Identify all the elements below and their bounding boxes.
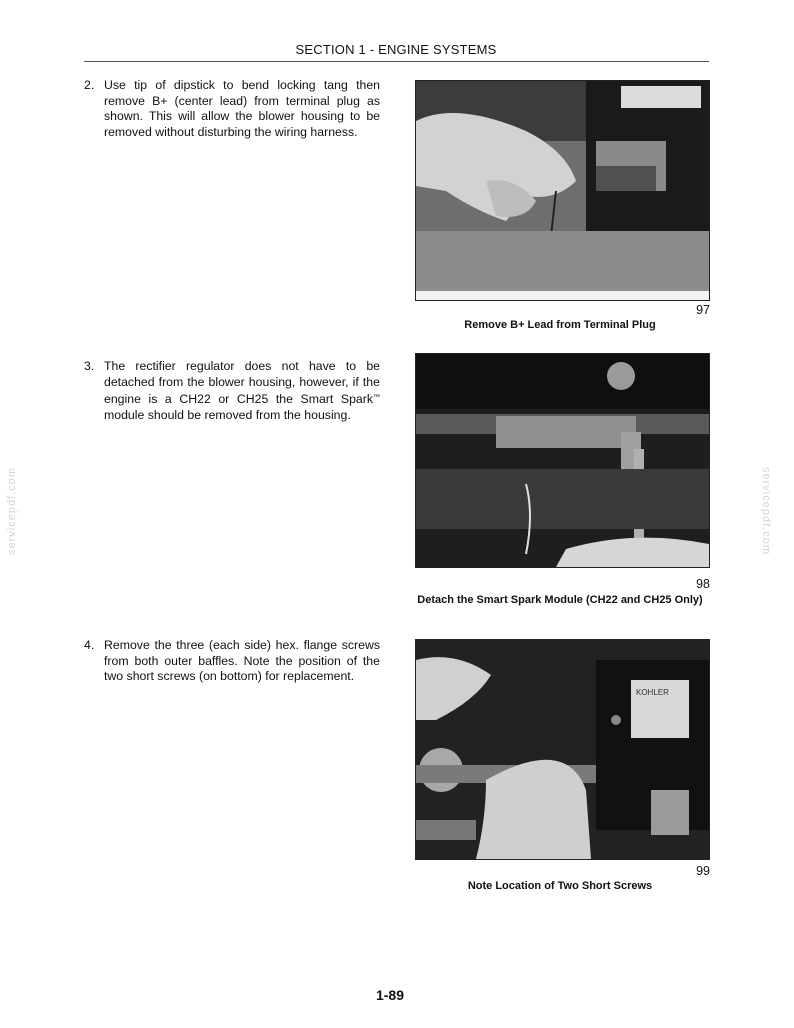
figure-98-photo	[415, 353, 710, 568]
figure-99-photo	[415, 639, 710, 860]
figure-98-caption: Detach the Smart Spark Module (CH22 and CH25 Only)	[417, 594, 703, 606]
figure-97-number: 97	[696, 303, 710, 317]
step-3	[84, 359, 380, 423]
figure-99-number: 99	[696, 864, 710, 878]
step-number: 3.	[84, 359, 95, 373]
step-4	[84, 638, 380, 685]
watermark-left: servicepdf.com	[5, 467, 18, 555]
step-number: 4.	[84, 638, 95, 652]
figure-99-caption: Note Location of Two Short Screws	[467, 880, 653, 892]
step-2	[84, 78, 380, 140]
section-header: SECTION 1 - ENGINE SYSTEMS	[295, 42, 497, 57]
header-divider	[84, 61, 709, 62]
step-text: Remove the three (each side) hex. flange screws from both outer baffles. Note the position of the two short screws (on bottom) for replacement.	[104, 638, 380, 683]
page-number: 1-89	[375, 987, 405, 1003]
figure-97-photo	[415, 80, 710, 301]
step-text: Use tip of dipstick to bend locking tang then remove B+ (center lead) from terminal plug as shown. This will allow the blower housing to be removed without disturbing the wiring harness.	[104, 78, 380, 139]
step-number: 2.	[84, 78, 95, 92]
trademark-symbol: ™	[373, 394, 380, 401]
kohler-label: KOHLER	[636, 688, 669, 697]
watermark-right: servicepdf.com	[759, 467, 772, 555]
figure-97-caption: Remove B+ Lead from Terminal Plug	[464, 319, 656, 331]
step-text: The rectifier regulator does not have to be detached from the blower housing, however, if the engine is a CH22 or CH25 the Smart Spark™ module should be removed from the housing.	[104, 359, 380, 422]
figure-98-number: 98	[696, 577, 710, 591]
